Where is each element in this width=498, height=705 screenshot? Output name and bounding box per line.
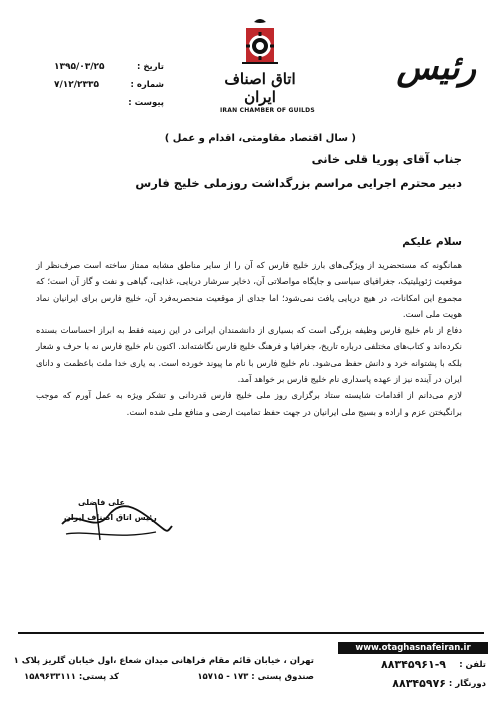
number-value: ۷/۱۲/۲۳۳۵ [54,80,100,90]
signatory-role: رئیس اتاق اصناف ایران [64,513,157,522]
website-link[interactable]: www.otaghasnafeiran.ir [338,642,488,654]
recipient-name: جناب آقای پوریا قلی خانی [311,152,462,166]
footer-divider [18,632,484,634]
year-motto: ( سال اقتصاد مقاومتی، اقدام و عمل ) [164,133,356,144]
body-paragraph: لازم می‌دانم از اقدامات شایسته ستاد برگزاری روز ملی خلیج فارس قدردانی و تشکر ویژه به عمل آورم که موجب برانگیختن عزم و اراده و بسیج ملی ایرانیان در جهت حفظ تمامیت ارضی و منافع ملی شده است. [36,390,462,417]
fax-value: ۸۸۳۴۵۹۷۶ [392,677,446,690]
signatory-name: علی فاضلی [78,498,125,507]
attachment-label: پیوست : [128,98,164,108]
phone-value: ۸۸۳۴۵۹۶۱-۹ [381,658,446,671]
po-box: صندوق پستی : ۱۷۳ - ۱۵۷۱۵ [197,672,314,682]
date-value: ۱۳۹۵/۰۳/۲۵ [54,62,105,72]
body-paragraph: همانگونه که مستحضرید از ویژگی‌های بارز خلیج فارس که آن را از سایر مناطق مشابه ممتاز ساخته است صرف‌نظر از موقعیت ژئوپلیتیک، جغرافیای سیاسی و جایگاه مواصلاتی آن، ذخایر سرشار دریایی، غذایی، گیاهی و نفت و گاز آن است؛ که مجموع این امکانات، در هیچ دریایی یافت نمی‌شود؛ اما جدای از موقعیت منحصربه‌فرد آن، خلیج فارس برای ایرانیان نماد هویت ملی است. [36,260,462,319]
phone-label: تلفن : [459,660,486,670]
number-label: شماره : [130,80,164,90]
letter-body [36,257,462,420]
signature-block [56,490,176,550]
logo-english-text: IRAN CHAMBER OF GUILDS [220,107,315,114]
logo-emblem-icon [234,16,286,68]
letter-meta [54,58,164,112]
postal-code: کد پستی: ۱۵۸۹۶۳۳۱۱۱ [24,672,119,682]
recipient-title: دبیر محترم اجرایی مراسم بزرگداشت روزملی خلیج فارس [135,176,462,190]
address-line: تهران ، خیابان قائم مقام فراهانی میدان شعاع ،اول خیابان گلریز پلاک ۱ [13,656,314,666]
body-paragraph: دفاع از نام خلیج فارس وظیفه بزرگی است که بسیاری از دانشمندان ایرانی در این زمینه فقط به ابراز احساسات بسنده نکرده‌اند و کتاب‌های مختلفی درباره تاریخ، جغرافیا و فرهنگ خلیج فارس نگاشته‌اند. اکنون نام خلیج فارس نه با حرف و شعار بلکه با پشتوانه خرد و دانش حفظ می‌شود. نام خلیج فارس با نام ما پیوند خورده است. به یاری خدا ملت باعظمت و دانای ایران در آینده نیز از عهده پاسداری نام خلیج فارس بر خواهد آمد. [36,325,462,385]
logo-text: اتاق اصناف ایران [224,70,296,106]
fax-label: دورنگار : [448,679,486,689]
organization-logo [220,16,315,114]
office-title: رئیس [396,48,476,88]
date-label: تاریخ : [137,62,164,72]
greeting: سلام علیکم [402,236,462,248]
